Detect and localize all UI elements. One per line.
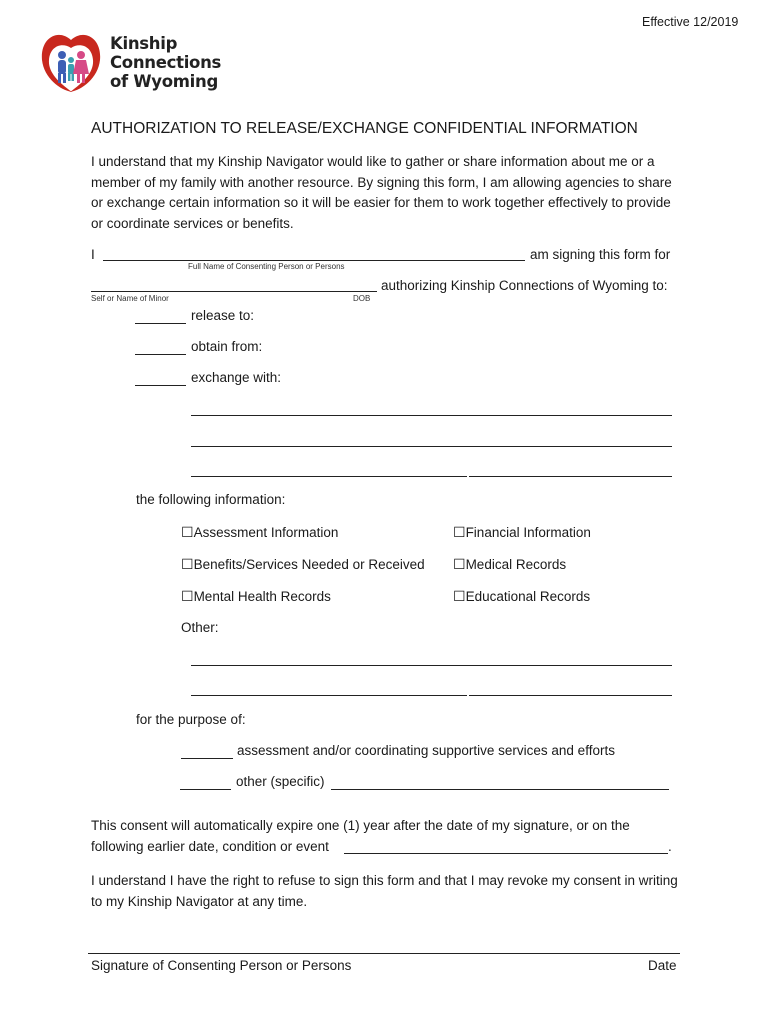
effective-date: Effective 12/2019 (642, 15, 739, 29)
form-title: AUTHORIZATION TO RELEASE/EXCHANGE CONFIDENTIAL INFORMATION (91, 120, 638, 137)
checkbox-icon[interactable]: ☐ (453, 588, 466, 604)
signature-line[interactable] (88, 953, 680, 954)
option-mental-health[interactable]: ☐Mental Health Records (181, 588, 331, 604)
release-to-label: release to: (191, 308, 255, 323)
dob-caption: DOB (353, 294, 371, 303)
purpose-label: for the purpose of: (136, 712, 246, 727)
signing-for-text: am signing this form for (530, 247, 671, 262)
checkbox-icon[interactable]: ☐ (181, 588, 194, 604)
consenting-caption: Full Name of Consenting Person or Persons (188, 262, 345, 271)
exchange-with-label: exchange with: (191, 370, 282, 385)
date-label: Date (648, 958, 677, 973)
exchange-with-blank[interactable] (135, 385, 186, 386)
following-info-label: the following information: (136, 492, 286, 507)
expire-text-line-1: This consent will automatically expire one (1) year after the date of my signature, or on the (91, 818, 630, 833)
agency-line-1[interactable] (191, 415, 672, 416)
obtain-from-blank[interactable] (135, 354, 186, 355)
expire-text-line-2: following earlier date, condition or event (91, 839, 329, 854)
purpose-other-label: other (specific) (236, 774, 325, 789)
other-line-2a[interactable] (191, 695, 467, 696)
self-minor-caption: Self or Name of Minor (91, 294, 169, 303)
expire-date-field[interactable] (344, 853, 668, 854)
agency-line-3b[interactable] (469, 476, 672, 477)
intro-paragraph: I understand that my Kinship Navigator would like to gather or share information about me or a member of my family with another resource. By signing this form, I am allowing agencies to share or exchange certain information so it will be easier for them to work together effectively to provide or coordinate services or benefits. (91, 154, 672, 231)
minor-name-field[interactable] (91, 291, 377, 292)
option-educational[interactable]: ☐Educational Records (453, 588, 591, 604)
consenting-name-field[interactable] (103, 260, 525, 261)
agency-line-2[interactable] (191, 446, 672, 447)
kinship-logo (38, 30, 222, 98)
checkbox-icon[interactable]: ☐ (181, 524, 194, 540)
purpose-other-specific-field[interactable] (331, 789, 669, 790)
option-assessment[interactable]: ☐Assessment Information (181, 524, 339, 540)
logo-line-3: of Wyoming (110, 72, 218, 91)
release-to-blank[interactable] (135, 323, 186, 324)
other-line-2b[interactable] (469, 695, 672, 696)
option-benefits[interactable]: ☐Benefits/Services Needed or Received (181, 556, 425, 572)
purpose-assessment-label: assessment and/or coordinating supportive services and efforts (237, 743, 615, 758)
checkbox-icon[interactable]: ☐ (453, 524, 466, 540)
other-line-1[interactable] (191, 665, 672, 666)
logo-line-1: Kinship (110, 34, 178, 53)
purpose-assessment-blank[interactable] (181, 758, 233, 759)
agency-line-3a[interactable] (191, 476, 467, 477)
checkbox-icon[interactable]: ☐ (181, 556, 194, 572)
signature-label: Signature of Consenting Person or Persons (91, 958, 352, 973)
checkbox-icon[interactable]: ☐ (453, 556, 466, 572)
revoke-paragraph: I understand I have the right to refuse to sign this form and that I may revoke my consent in writing to my Kinship Navigator at any time. (91, 873, 678, 909)
option-medical[interactable]: ☐Medical Records (453, 556, 567, 572)
expire-period: . (668, 839, 672, 854)
family-logo-icon (38, 30, 104, 96)
i-label: I (91, 247, 95, 262)
purpose-other-blank[interactable] (180, 789, 231, 790)
obtain-from-label: obtain from: (191, 339, 263, 354)
logo-line-2: Connections (110, 53, 222, 72)
authorizing-text: authorizing Kinship Connections of Wyoming to: (381, 278, 668, 293)
option-financial[interactable]: ☐Financial Information (453, 524, 591, 540)
other-label: Other: (181, 620, 219, 635)
